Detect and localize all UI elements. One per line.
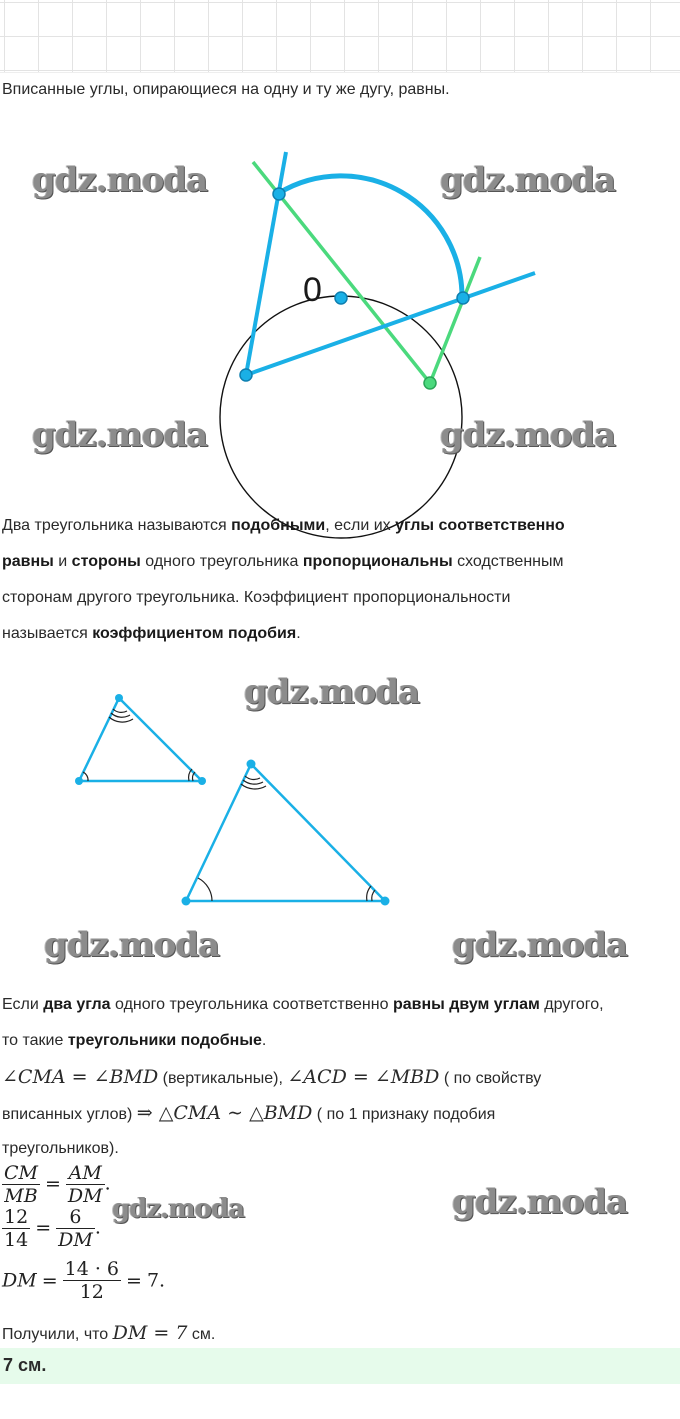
notebook-grid-header	[0, 0, 680, 73]
center-label: 0	[303, 271, 322, 309]
circle-outline	[220, 296, 462, 538]
solution-line-similarity: вписанных углов) ⇒ △CMA ∼ △BMD ( по 1 признаку подобия	[2, 1102, 496, 1124]
similar-triangles-diagram	[0, 680, 680, 940]
blue-side-line	[246, 152, 286, 375]
watermark-logo: gdz.moda	[440, 160, 616, 200]
watermark-logo: gdz.moda	[44, 925, 220, 965]
answer-box	[0, 1348, 680, 1384]
point-center	[335, 292, 347, 304]
point-bottom	[424, 377, 436, 389]
watermark-logo: gdz.moda	[244, 672, 420, 712]
paragraph-similar-definition: Два треугольника называются подобными, если их углы соответственно	[2, 517, 565, 534]
solution-line-angles: ∠CMA = ∠BMD (вертикальные), ∠ACD = ∠MBD ( по свойству	[2, 1066, 542, 1088]
blue-chord-line	[246, 273, 535, 375]
result-formula: DM = $\frac{14 \cdot 6}{12}$ = 7.	[2, 1258, 166, 1303]
watermark-logo: gdz.moda	[440, 415, 616, 455]
point-right	[457, 292, 469, 304]
paragraph-similar-definition-3: сторонам другого треугольника. Коэффициент пропорциональности	[2, 589, 511, 606]
point-left	[240, 369, 252, 381]
point-top-left	[273, 188, 285, 200]
watermark-logo: gdz.moda	[452, 925, 628, 965]
substituted-formula: $\frac{12}{14}$ = $\frac{6}{DM}$ .	[4, 1206, 101, 1251]
large-triangle	[182, 760, 390, 906]
watermark-logo: gdz.moda	[112, 1194, 245, 1224]
paragraph-similarity-criterion: Если два угла одного треугольника соответственно равны двум углам другого,	[2, 996, 604, 1013]
small-triangle	[75, 694, 206, 785]
answer-text: 7 см.	[3, 1355, 47, 1375]
watermark-logo: gdz.moda	[32, 415, 208, 455]
watermark-logo: gdz.moda	[452, 1182, 628, 1222]
solution-line-end: треугольников).	[2, 1140, 119, 1157]
proportion-formula: $\frac{CM}{MB}$ = $\frac{AM}{DM}$ .	[4, 1162, 111, 1207]
paragraph-inscribed-angles: Вписанные углы, опирающиеся на одну и ту же дугу, равны.	[2, 81, 450, 98]
paragraph-similar-definition-4: называется коэффициентом подобия.	[2, 625, 301, 642]
conclusion-line: Получили, что DM = 7 см.	[2, 1322, 216, 1344]
green-side-line	[430, 257, 480, 383]
watermark-logo: gdz.moda	[32, 160, 208, 200]
paragraph-similarity-criterion-2: то такие треугольники подобные.	[2, 1032, 267, 1049]
paragraph-similar-definition-2: равны и стороны одного треугольника пропорциональны сходственным	[2, 553, 564, 570]
